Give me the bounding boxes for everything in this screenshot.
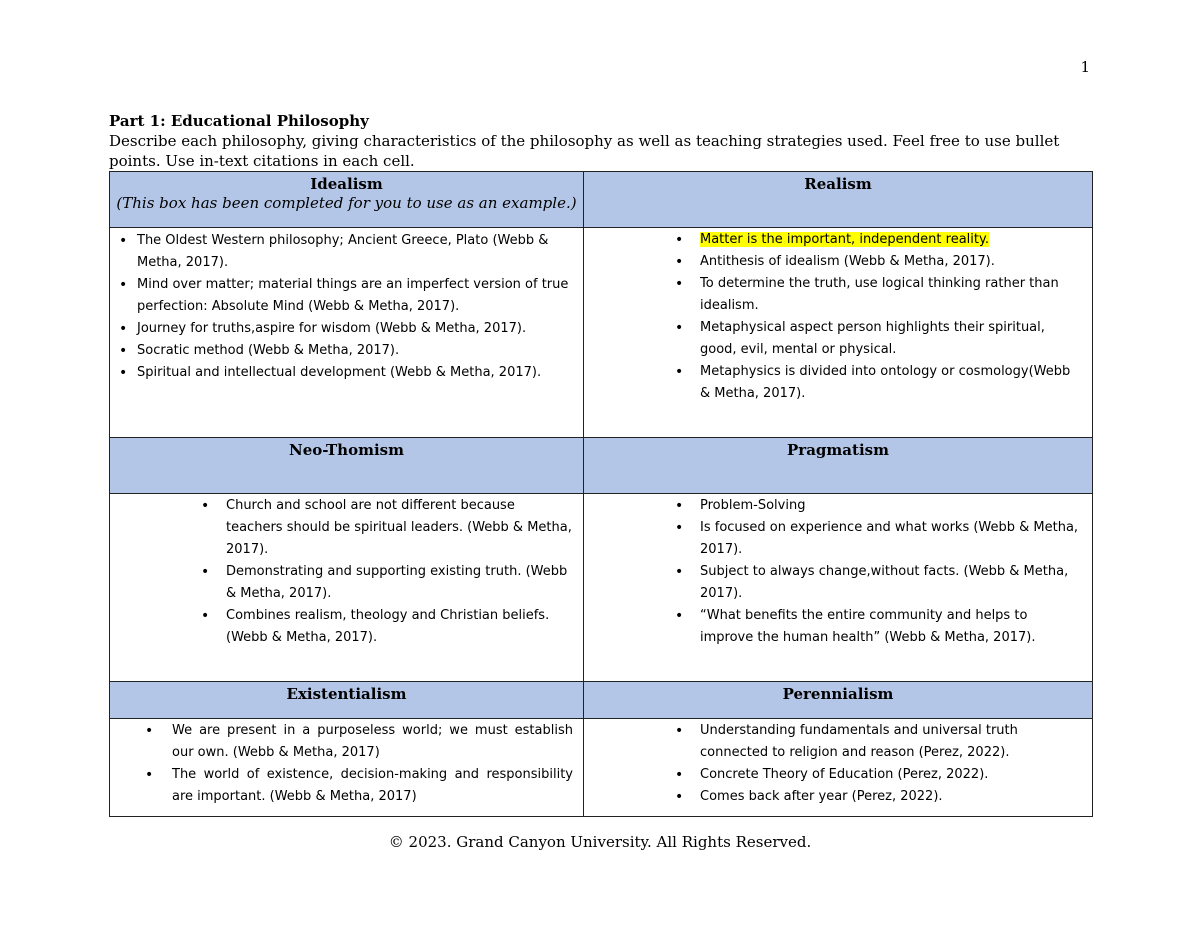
neo-thomism-title: Neo-Thomism (289, 441, 404, 459)
neo-thomism-cell (110, 494, 584, 682)
neo-thomism-header (110, 438, 584, 494)
list-item: • Socratic method (Webb & Metha, 2017). (110, 340, 575, 362)
existentialism-cell (110, 719, 584, 817)
list-item: • Metaphysics is divided into ontology or cosmology(Webb & Metha, 2017). (584, 361, 1082, 405)
perennialism-cell (584, 719, 1093, 817)
list-item: • Subject to always change,without facts. (Webb & Metha, 2017). (584, 561, 1082, 605)
pragmatism-cell (584, 494, 1093, 682)
list-item: • Understanding fundamentals and universal truth connected to religion and reason (Perez, 2022). (584, 720, 1082, 764)
philosophy-table (109, 171, 1093, 817)
idealism-subtitle: (This box has been completed for you to use as an example.) (116, 194, 577, 212)
idealism-title: Idealism (310, 175, 383, 193)
part-title: Part 1: Educational Philosophy (109, 112, 369, 130)
list-item: • The Oldest Western philosophy; Ancient Greece, Plato (Webb & Metha, 2017). (110, 230, 575, 274)
instructions: Describe each philosophy, giving characteristics of the philosophy as well as teaching strategies used. Feel free to use bullet points. Use in-text citations in each cell. (109, 132, 1060, 170)
page-number: 1 (1080, 58, 1090, 76)
list-item: • Combines realism, theology and Christian beliefs. (Webb & Metha, 2017). (110, 605, 573, 649)
existentialism-header (110, 682, 584, 719)
list-item: • Antithesis of idealism (Webb & Metha, 2017). (584, 251, 1082, 273)
list-item: • Spiritual and intellectual development (Webb & Metha, 2017). (110, 362, 575, 384)
pragmatism-list (584, 494, 1092, 649)
perennialism-list (584, 719, 1092, 808)
list-item: • Metaphysical aspect person highlights their spiritual, good, evil, mental or physical. (584, 317, 1082, 361)
list-item: • The world of existence, decision-making and responsibility are important. (Webb & Metha, 2017) (110, 764, 573, 808)
pragmatism-title: Pragmatism (787, 441, 889, 459)
pragmatism-header (584, 438, 1093, 494)
existentialism-list (110, 719, 583, 808)
realism-cell (584, 228, 1093, 438)
realism-header (584, 172, 1093, 228)
list-item: • Concrete Theory of Education (Perez, 2022). (584, 764, 1082, 786)
idealism-header (110, 172, 584, 228)
existentialism-title: Existentialism (286, 685, 407, 703)
list-item: • Mind over matter; material things are an imperfect version of true perfection: Absolute Mind (Webb & Metha, 2017). (110, 274, 575, 318)
list-item: • Demonstrating and supporting existing truth. (Webb & Metha, 2017). (110, 561, 573, 605)
list-item: • We are present in a purposeless world; we must establish our own. (Webb & Metha, 2017) (110, 720, 573, 764)
list-item: • Comes back after year (Perez, 2022). (584, 786, 1082, 808)
heading-block (109, 111, 1099, 171)
list-item: • Church and school are not different because teachers should be spiritual leaders. (Webb & Metha, 2017). (110, 495, 573, 561)
list-item: • Problem-Solving (584, 495, 1082, 517)
list-item: • To determine the truth, use logical thinking rather than idealism. (584, 273, 1082, 317)
list-item: • “What benefits the entire community and helps to improve the human health” (Webb & Metha, 2017). (584, 605, 1082, 649)
realism-list (584, 228, 1092, 405)
realism-title: Realism (804, 175, 872, 193)
list-item: • Is focused on experience and what works (Webb & Metha, 2017). (584, 517, 1082, 561)
idealism-list (110, 228, 583, 384)
copyright-footer: © 2023. Grand Canyon University. All Rights Reserved. (388, 833, 812, 851)
perennialism-title: Perennialism (782, 685, 894, 703)
list-item: • Journey for truths,aspire for wisdom (Webb & Metha, 2017). (110, 318, 575, 340)
highlighted-text: Matter is the important, independent reality. (700, 232, 989, 247)
perennialism-header (584, 682, 1093, 719)
neo-thomism-list (110, 494, 583, 649)
idealism-cell (110, 228, 584, 438)
list-item (584, 229, 1082, 251)
